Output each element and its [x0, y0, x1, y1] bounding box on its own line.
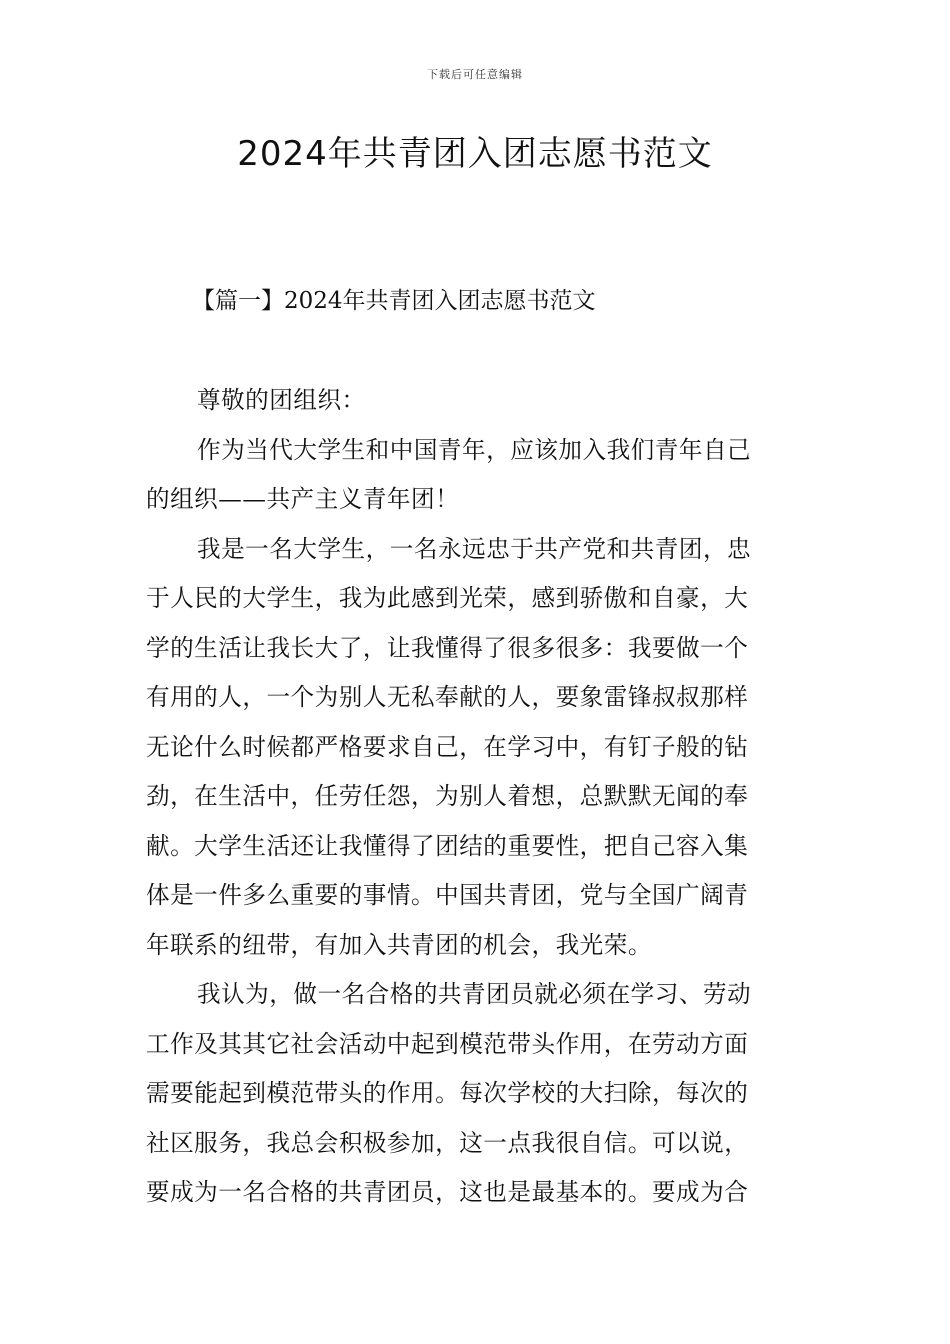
page-header-note: 下载后可任意编辑 [427, 68, 523, 81]
text-line: 我是一名大学生，一名永远忠于共产党和共青团，忠 [197, 534, 752, 563]
text-line: 学的生活让我长大了，让我懂得了很多很多：我要做一个 [146, 633, 749, 662]
document-title: 2024年共青团入团志愿书范文 [237, 134, 713, 174]
text-line: 体是一件多么重要的事情。中国共青团，党与全国广阔青 [146, 881, 749, 909]
document-body [146, 376, 808, 1218]
paragraph-opinion [146, 970, 808, 1218]
text-line: 工作及其其它社会活动中起到模范带头作用，在劳动方面 [146, 1029, 749, 1058]
text-line: 年联系的纽带，有加入共青团的机会，我光荣。 [146, 930, 652, 959]
text-line: 献。大学生活还让我懂得了团结的重要性，把自己容入集 [146, 831, 749, 860]
text-line: 劲，在生活中，任劳任怨，为别人着想，总默默无闻的奉 [146, 782, 749, 810]
text-line: 社区服务，我总会积极参加，这一点我很自信。可以说， [146, 1128, 749, 1157]
paragraph-intro [146, 426, 808, 525]
text-line: 无论什么时候都严格要求自己，在学习中，有钉子般的钻 [146, 732, 749, 761]
text-line: 有用的人，一个为别人无私奉献的人，要象雷锋叔叔那样 [146, 683, 749, 711]
paragraph-self-description [146, 525, 808, 971]
text-line: 我认为，做一名合格的共青团员就必须在学习、劳动 [197, 980, 752, 1008]
text-line: 尊敬的团组织： [197, 386, 366, 414]
text-line: 于人民的大学生，我为此感到光荣，感到骄傲和自豪，大 [146, 584, 749, 612]
text-line: 需要能起到模范带头的作用。每次学校的大扫除，每次的 [146, 1079, 749, 1107]
text-line: 作为当代大学生和中国青年，应该加入我们青年自己 [197, 435, 752, 464]
text-line: 的组织——共产主义青年团！ [146, 485, 460, 513]
section-heading: 【篇一】2024年共青团入团志愿书范文 [192, 288, 596, 314]
paragraph-salutation [146, 376, 808, 426]
text-line: 要成为一名合格的共青团员，这也是最基本的。要成为合 [146, 1178, 749, 1206]
